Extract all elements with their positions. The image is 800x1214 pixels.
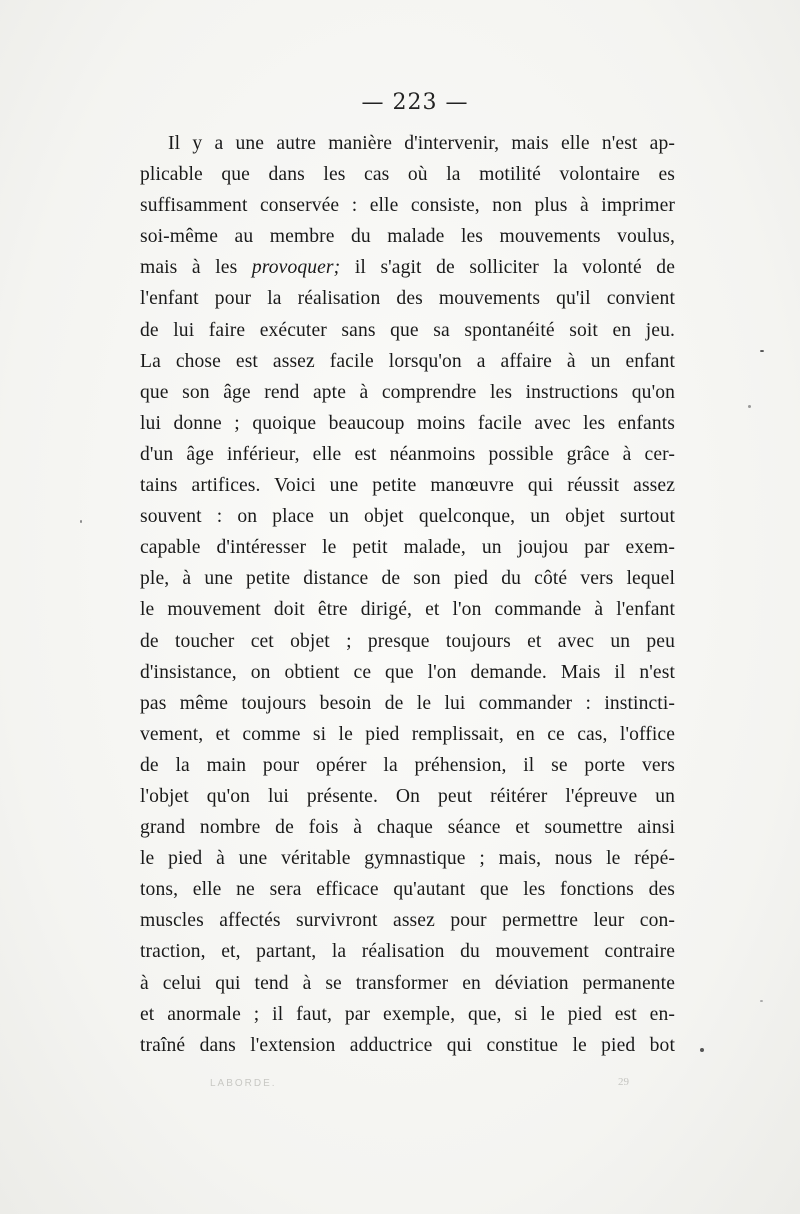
text-line-13: souvent : on place un objet quelconque, un objet surtout xyxy=(140,506,675,528)
text-line-9: que son âge rend apte à comprendre les instructions qu'on xyxy=(140,381,675,403)
text-line-22: l'objet qu'on lui présente. On peut réitérer l'épreuve un xyxy=(140,785,675,807)
text-line-21: de la main pour opérer la préhension, il se porte vers xyxy=(140,754,675,776)
text-line-25: tons, elle ne sera efficace qu'autant que les fonctions des xyxy=(140,879,675,901)
text-line-5-start: mais à les xyxy=(140,257,252,279)
bleed-through-signature-number: 29 xyxy=(618,1076,629,1088)
text-line-27: traction, et, partant, la réalisation du mouvement contraire xyxy=(140,941,675,963)
text-line-2: plicable que dans les cas où la motilité volontaire es xyxy=(140,164,675,186)
ink-speck xyxy=(748,405,751,408)
ink-speck xyxy=(80,520,82,523)
text-line-23: grand nombre de fois à chaque séance et soumettre ainsi xyxy=(140,817,675,839)
text-line-5 xyxy=(140,252,675,283)
text-line-6: l'enfant pour la réalisation des mouvements qu'il convient xyxy=(140,288,675,310)
ink-speck xyxy=(760,350,764,352)
text-line-26: muscles affectés survivront assez pour permettre leur con- xyxy=(140,910,675,932)
text-line-3: suffisamment conservée : elle consiste, non plus à imprimer xyxy=(140,195,675,217)
text-line-24: le pied à une véritable gymnastique ; mais, nous le répé- xyxy=(140,848,675,870)
text-line-15: ple, à une petite distance de son pied du côté vers lequel xyxy=(140,568,675,590)
text-line-29: et anormale ; il faut, par exemple, que, si le pied est en- xyxy=(140,1003,675,1025)
text-line-8: La chose est assez facile lorsqu'on a affaire à un enfant xyxy=(140,350,675,372)
text-line-12: tains artifices. Voici une petite manœuvre qui réussit assez xyxy=(140,475,675,497)
text-line-17: de toucher cet objet ; presque toujours et avec un peu xyxy=(140,630,675,652)
text-line-30: traîné dans l'extension adductrice qui constitue le pied bot xyxy=(140,1034,675,1056)
bleed-through-signature: LABORDE. xyxy=(210,1078,277,1089)
text-line-5-end: il s'agit de solliciter la volonté de xyxy=(340,257,675,279)
italic-word-provoquer: provoquer; xyxy=(251,257,341,279)
text-line-18: d'insistance, on obtient ce que l'on demande. Mais il n'est xyxy=(140,661,675,683)
text-line-1: Il y a une autre manière d'intervenir, mais elle n'est ap- xyxy=(168,133,675,154)
text-line-11: d'un âge inférieur, elle est néanmoins possible grâce à cer- xyxy=(140,443,675,465)
ink-speck xyxy=(700,1048,704,1052)
text-line-14: capable d'intéresser le petit malade, un joujou par exem- xyxy=(140,537,675,559)
text-line-16: le mouvement doit être dirigé, et l'on commande à l'enfant xyxy=(140,599,675,621)
ink-speck xyxy=(760,1000,763,1002)
text-line-20: vement, et comme si le pied remplissait, en ce cas, l'office xyxy=(140,723,675,745)
text-line-4: soi-même au membre du malade les mouvements voulus, xyxy=(140,226,675,248)
text-line-19: pas même toujours besoin de le lui commander : instincti- xyxy=(140,692,675,714)
text-line-28: à celui qui tend à se transformer en déviation permanente xyxy=(140,972,675,994)
text-line-7: de lui faire exécuter sans que sa spontanéité soit en jeu. xyxy=(140,319,675,341)
page-number: — 223 — xyxy=(361,90,469,115)
text-line-10: lui donne ; quoique beaucoup moins facile avec les enfants xyxy=(140,412,675,434)
body-text xyxy=(140,128,675,1061)
